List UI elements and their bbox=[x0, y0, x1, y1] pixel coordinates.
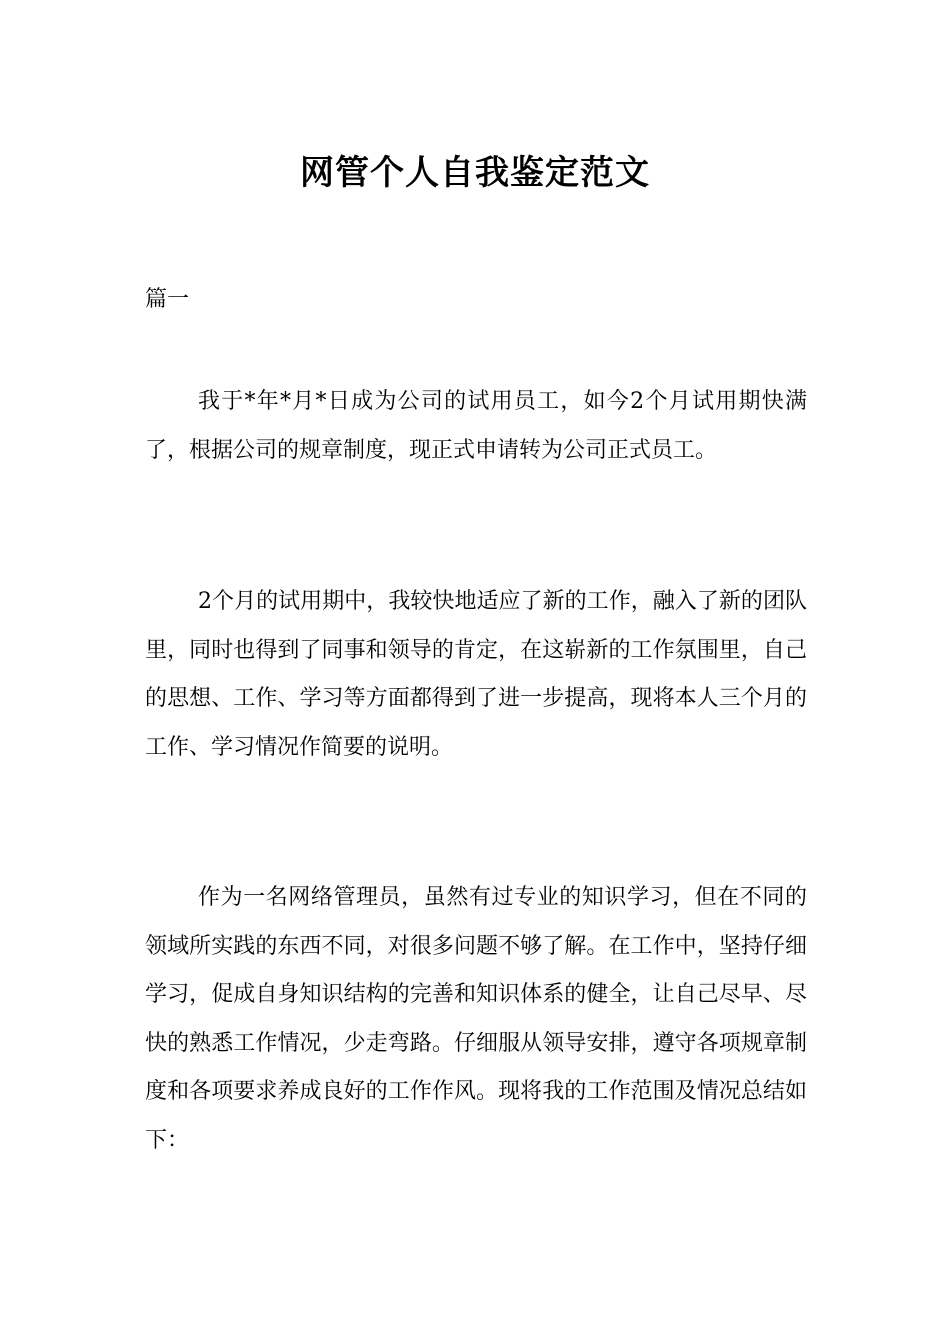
document-title: 网管个人自我鉴定范文 bbox=[300, 152, 650, 193]
paragraph-2: 2个月的试用期中，我较快地适应了新的工作，融入了新的团队里，同时也得到了同事和领导的肯定，在这崭新的工作氛围里，自己的思想、工作、学习等方面都得到了进一步提高，现将本人三个月的工作、学习情况作简要的说明。 bbox=[145, 589, 807, 760]
paragraph-1: 我于*年*月*日成为公司的试用员工，如今2个月试用期快满了，根据公司的规章制度，现正式申请转为公司正式员工。 bbox=[145, 389, 807, 463]
paragraph-3: 作为一名网络管理员，虽然有过专业的知识学习，但在不同的领域所实践的东西不同，对很多问题不够了解。在工作中，坚持仔细学习，促成自身知识结构的完善和知识体系的健全，让自己尽早、尽快的熟悉工作情况，少走弯路。仔细服从领导安排，遵守各项规章制度和各项要求养成良好的工作作风。现将我的工作范围及情况总结如下： bbox=[145, 885, 807, 1153]
section-label: 篇一 bbox=[145, 287, 190, 312]
